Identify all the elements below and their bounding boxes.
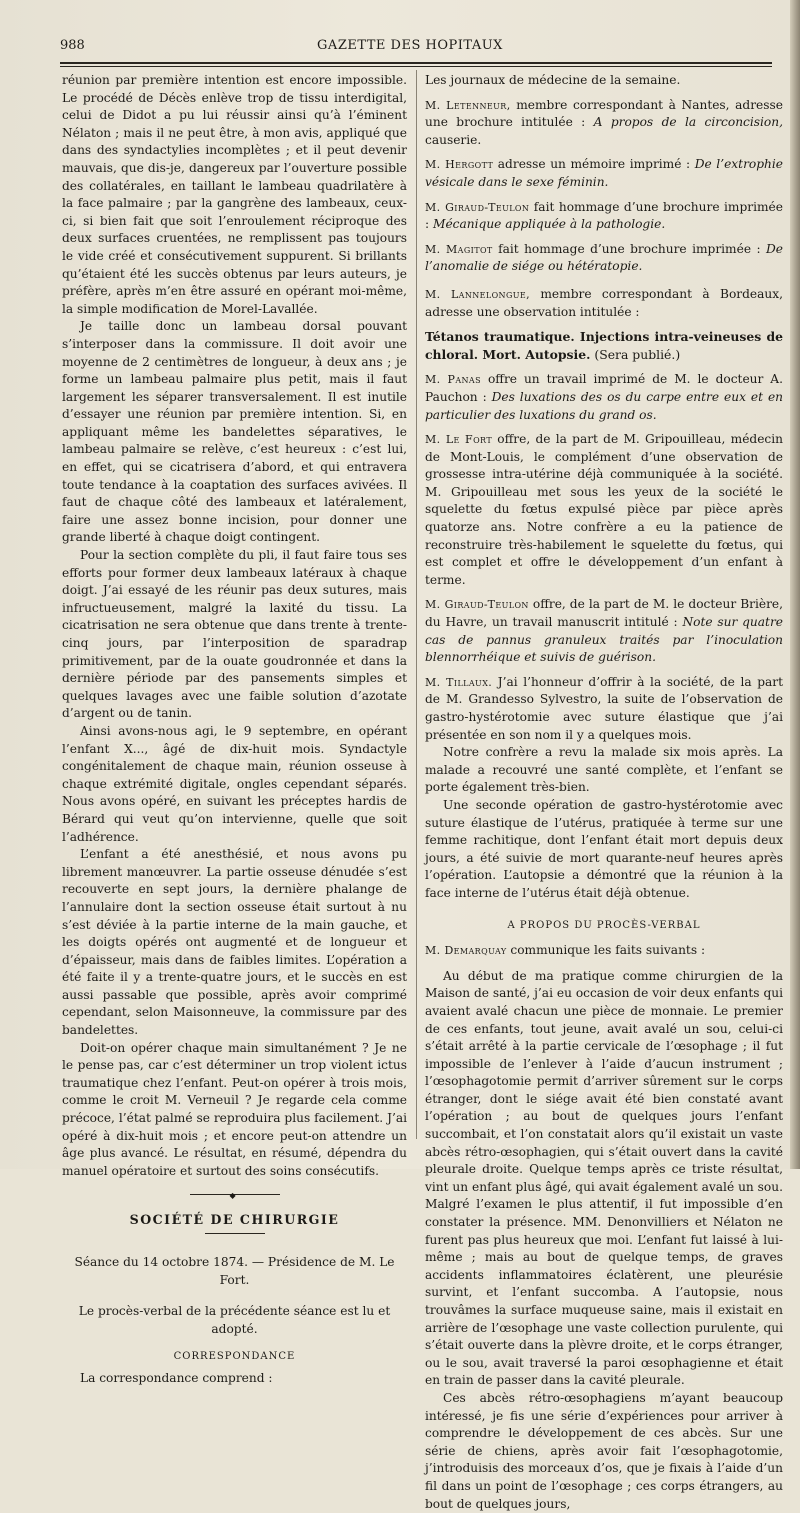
correspondence-entry <box>425 371 783 424</box>
page-edge-shadow <box>790 0 800 1169</box>
observation-title-text: Tétanos traumatique. Injections intra-veineuses de chloral. Mort. Autopsie. <box>425 329 783 362</box>
title-underline <box>205 1233 265 1234</box>
correspondence-entry <box>425 156 783 191</box>
work-title: A propos de la circoncision, <box>593 115 783 130</box>
author-name: M. Letenneur, <box>425 98 511 112</box>
paragraph: Ainsi avons-nous agi, le 9 septembre, en opérant l’enfant X..., âgé de dix-huit mois. Syndactyle congénitalement de chaque main, réunion osseuse à chaque extrémité digitale, ongles cependant séparés. Nous avons opéré, en suivant les préceptes hardis de Bérard qui veut qu’on intervienne, quelle que soit l’adhérence. <box>62 723 407 844</box>
paragraph: Je taille donc un lambeau dorsal pouvant s’interposer dans la commissure. Il doit avoir une moyenne de 2 centimètres de longueur, à deux ans ; je forme un lambeau palmaire plus petit, mais il faut largement les séparer transversalement. Il est inutile d’essayer une réunion par première intention. Si, en appliquant même les bandelettes séparatives, le lambeau palmaire se relève, c’est heureux : c’est lui, en effet, qui se cicatrisera d’abord, et qui entravera toute tendance à la coaptation des surfaces avivées. Il faut de chaque côté des lambeaux et latéralement, faire une assez bonne incision, pour donner une grande liberté à chaque doigt contingent. <box>62 319 407 545</box>
observation-note: (Sera publié.) <box>590 346 681 362</box>
proces-verbal-heading: A PROPOS DU PROCÈS-VERBAL <box>507 919 701 931</box>
minutes-line: Le procès-verbal de la précédente séance est lu et adopté. <box>78 1304 391 1336</box>
column-separator <box>416 70 417 1139</box>
page-number: 988 <box>60 38 85 53</box>
correspondence-entry <box>425 674 783 744</box>
work-title: De l’extrophie vésicale dans le sexe féminin. <box>425 157 783 189</box>
author-name: M. Demarquay <box>425 944 507 958</box>
correspondence-intro: La correspondance comprend : <box>80 1370 273 1385</box>
entry-text: adresse un mémoire imprimé : <box>493 157 695 172</box>
entry-text: fait hommage d’une brochure imprimée : <box>425 199 783 232</box>
author-name: M. Tillaux. <box>425 675 493 689</box>
paragraph: réunion par première intention est encore impossible. Le procédé de Décès enlève trop de tissu interdigital, celui de Didot a pu lui réussir ainsi qu’à l’éminent Nélaton ; mais il ne peut être, à mon avis, appliqué que dans des syndactylies incomplètes ; et il peut devenir mauvais, que dis-je, dangereux par l’ouverture possible des collatérales, en taillant le lambeau quadrilatère à la face palmaire ; par la gangrène des lambeaux, ceux-ci, si bien fait que soit l’enroulement réciproque des deux surfaces cruentées, ne remplissent pas toujours le vide créé et consécutivement suppurent. Si brillants qu’étaient été les succès obtenus par leurs auteurs, je préfère, après m’en être assuré en opérant moi-même, la simple modification de Morel-Lavallée. <box>62 73 407 316</box>
journals-intro: Les journaux de médecine de la semaine. <box>425 73 681 87</box>
correspondence-entry <box>425 241 783 276</box>
correspondence-entry <box>425 431 783 589</box>
author-name: M. Giraud-Teulon <box>425 598 529 612</box>
entry-text: fait hommage d’une brochure imprimée : <box>492 241 767 256</box>
correspondence-entry <box>425 97 783 150</box>
right-column <box>425 72 784 1511</box>
work-title: De l’anomalie de siége ou hétératopie. <box>425 241 783 274</box>
entry-text: offre un travail imprimé de M. le docteur A. Pauchon : <box>425 372 783 404</box>
paragraph: Pour la section complète du pli, il faut faire tous ses efforts pour former deux lambeaux latéraux à chaque doigt. J’ai essayé de les réunir pas deux sutures, mais infructueusement, malgré la laxité du tissu. La cicatrisation ne sera obtenue que dans trente à trente-cinq jours, par l’interposition de sparadrap primitivement, par de la ouate goudronnée et dans la dernière période par des pansements simples et quelques lavages avec une faible solution d’azotate d’argent ou de tanin. <box>62 548 407 721</box>
paragraph: L’enfant a été anesthésié, et nous avons pu librement manœuvrer. La partie osseuse dénudée s’est recouverte en sept jours, la dernière phalange de l’annulaire dont la section osseuse était surtout à nu s’est déviée à la partie interne de la main gauche, et les doigts opérés ont augmenté et de longueur et d’épaisseur, mais dans de faibles limites. L’opération a été faite il y a trente-quatre jours, et le succès en est aussi passable que possible, après avoir comprimé cependant, selon Maisonneuve, la commissure par des bandelettes. <box>62 847 407 1038</box>
author-name: M. Lannelongue, <box>425 287 531 301</box>
entry-text: offre, de la part de M. le docteur Brière, du Havre, un travail manuscrit intitulé : <box>425 597 783 630</box>
session-line: Séance du 14 octobre 1874. — Présidence de M. Le Fort. <box>74 1255 395 1287</box>
paragraph: Doit-on opérer chaque main simultanément ? Je ne le pense pas, car c’est déterminer un trop violent ictus traumatique chez l’enfant. Peut-on opérer à trois mois, comme le croit M. Verneuil ? Je regarde cela comme précoce, l’état palmé se reproduira plus facilement. J’ai opéré à dix-huit mois ; et encore peut-on attendre un âge plus avancé. Le résultat, en résumé, dépendra du manuel opératoire et surtout des soins consécutifs. <box>62 1040 407 1178</box>
society-title: SOCIÉTÉ DE CHIRURGIE <box>129 1212 340 1228</box>
ornamental-divider <box>190 1194 280 1195</box>
paragraph: Une seconde opération de gastro-hystérotomie avec suture élastique de l’utérus, pratiquée à terme sur une femme rachitique, dont l’enfant était mort depuis deux jours, a été suivie de mort quarante-neuf heures après l’opération. L’autopsie a démontré que la réunion à la face interne de l’utérus était déjà obtenue. <box>425 797 783 900</box>
work-title: Note sur quatre cas de pannus granuleux traités par l’inoculation blennorrhéique et suivis de guérison. <box>425 615 783 665</box>
entry-text: J’ai l’honneur d’offrir à la société, de la part de M. Grandesso Sylvestro, la suite de l’observation de gastro-hystérotomie avec suture élastique que j’ai présentée en son nom il y a quelques mois. <box>425 674 783 742</box>
correspondence-entry <box>425 199 783 234</box>
header-rule <box>60 62 772 67</box>
entry-tail: causerie. <box>425 132 482 147</box>
work-title: Des luxations des os du carpe entre eux et en particulier des luxations du grand os. <box>425 389 784 422</box>
left-column <box>62 72 407 1385</box>
entry-text: communique les faits suivants : <box>506 943 706 958</box>
demarquay-intro <box>425 942 783 960</box>
work-title: Mécanique appliquée à la pathologie. <box>432 217 666 232</box>
correspondence-entry <box>425 596 783 666</box>
observation-title <box>425 328 783 363</box>
paragraph: Au début de ma pratique comme chirurgien de la Maison de santé, j’ai eu occasion de voir deux enfants qui avaient avalé chacun une pièce de monnaie. Le premier de ces enfants, tout jeune, avait avalé un sou, celui-ci s’était arrêté à la partie cervicale de l’œsophage ; il fut impossible de l’enlever à l’aide d’aucun instrument ; l’œsophagotomie permit d’arriver sûrement sur le corps étranger, dont le siége avait été bien constaté avant l’opération ; au bout de quelques jours l’enfant succombait, et l’on constatait alors qu’il existait un vaste abcès rétro-œsophagien, qui s’était ouvert dans la cavité pleurale droite. Quelque temps après ce triste résultat, vint un enfant plus âgé, qui avait également avalé un sou. Malgré l’examen le plus attentif, il fut impossible d’en constater la présence. MM. Denonvilliers et Nélaton ne furent pas plus heureux que moi. L’enfant fut laissé à lui-même ; mais au bout de quelque temps, de graves accidents inflammatoires éclatèrent, une pleurésie survint, et l’enfant succomba. A l’autopsie, nous trouvâmes la surface muqueuse saine, mais il existait en arrière de l’œsophage une vaste collection purulente, qui s’était ouverte dans la plèvre droite, et le corps étranger, ou le sou, avait traversé la paroi œsophagienne et était en train de passer dans la cavité pleurale. <box>425 968 783 1388</box>
running-title: GAZETTE DES HOPITAUX <box>317 38 503 53</box>
paragraph: Notre confrère a revu la malade six mois après. La malade a recouvré une santé complète, et l’enfant se porte également très-bien. <box>425 745 783 795</box>
entry-text: membre correspondant à Bordeaux, adresse une observation intitulée : <box>425 286 783 319</box>
author-name: M. Panas <box>425 373 481 387</box>
entry-text: offre, de la part de M. Gripouilleau, médecin de Mont-Louis, le complément d’une observation de grossesse intra-utérine déjà communiquée à la société. M. Gripouilleau met sous les yeux de la société le squelette du fœtus expulsé pièce par pièce après quatorze ans. Notre confrère a eu la patience de reconstruire très-habilement le squelette du fœtus, qui est complet et offre le développement d’un enfant à terme. <box>425 432 783 587</box>
paragraph: Ces abcès rétro-œsophagiens m’ayant beaucoup intéressé, je fis une série d’expériences pour arriver à comprendre le développement de ces abcès. Sur une série de chiens, après avoir fait l’œsophagotomie, j’introduisis des morceaux d’os, que je fixais à l’aide d’un fil dans un point de l’œsophage ; ces corps étrangers, au bout de quelques jours, <box>425 1390 783 1511</box>
author-name: M. Le Fort <box>425 433 493 447</box>
entry-text: membre correspondant à Nantes, adresse une brochure intitulée : <box>425 97 783 130</box>
correspondence-entry <box>425 286 783 321</box>
author-name: M. Hergott <box>425 158 494 172</box>
author-name: M. Magitot <box>425 242 493 256</box>
author-name: M. Giraud-Teulon <box>425 200 530 214</box>
correspondence-heading: CORRESPONDANCE <box>173 1351 296 1363</box>
